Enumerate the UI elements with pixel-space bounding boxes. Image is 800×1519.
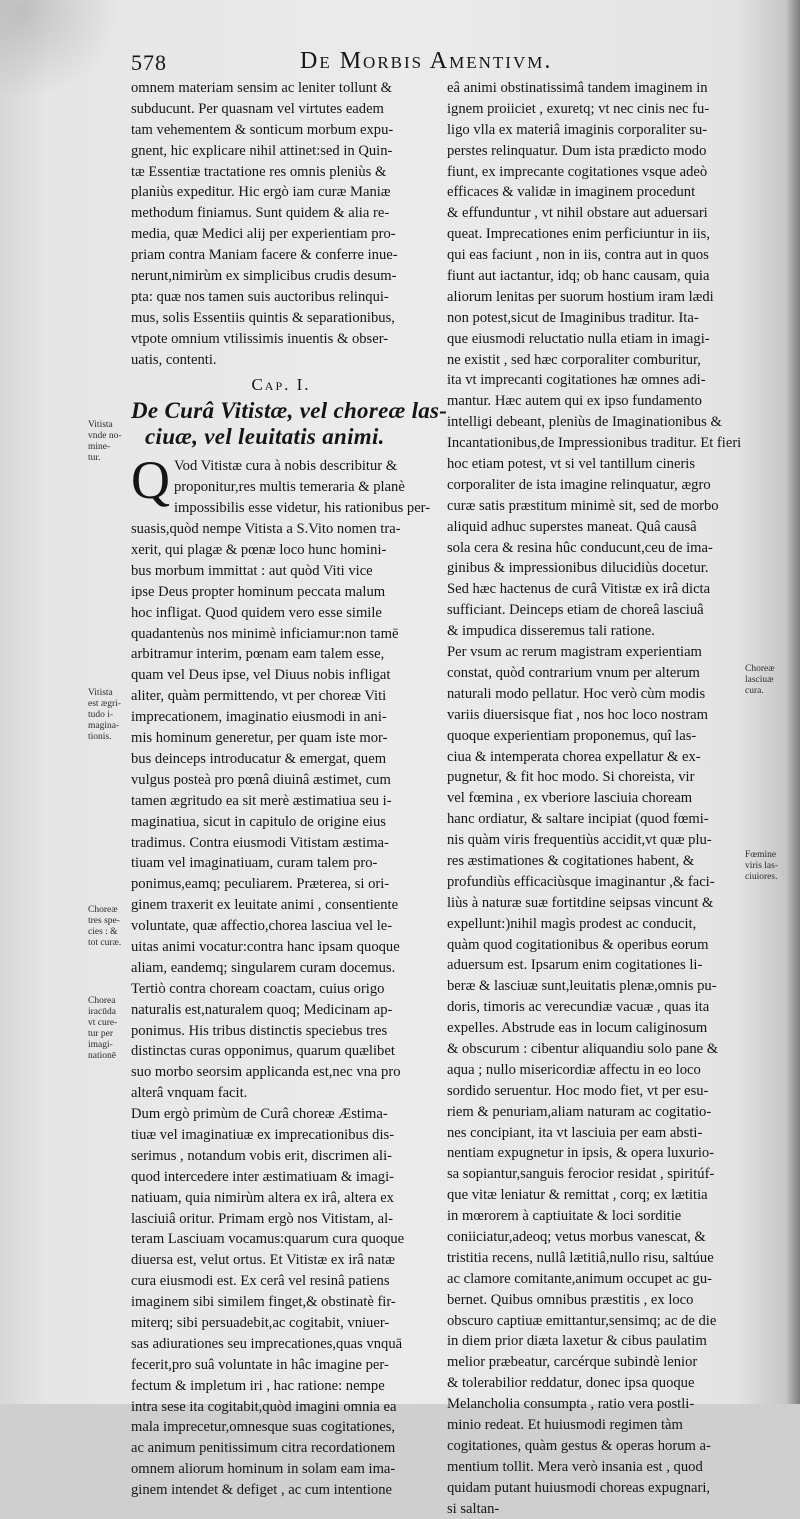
text-line: quàm quod cogitationibus & operibus eorum (447, 936, 709, 953)
text-line: ac clamore comitante,animum occupet ac gu- (447, 1270, 712, 1287)
text-line: res æstimationes & cogitationes habent, & (447, 852, 695, 869)
text-line: minio redeat. Et huiusmodi regimen tàm (447, 1417, 683, 1433)
text-line: omnem materiam sensim ac leniter tollunt & (131, 80, 392, 96)
text-line: hoc etiam potest, vt si vel tantillum cineris (447, 456, 696, 473)
margin-note-line: tur per (88, 1029, 114, 1039)
text-line: tiuæ vel imaginatiuæ ex imprecationibus dis- (131, 1126, 395, 1143)
text-line: ligo vlla ex materiâ imaginis corporaliter su- (447, 121, 708, 138)
margin-note-line: tres spe- (88, 916, 120, 926)
text-line: uitas animi vocatur:contra hanc ipsam quoque (131, 938, 400, 955)
margin-note-line: tionis. (88, 732, 112, 742)
text-line: que eiusmodi reluctatio nulla etiam in imagi- (447, 330, 710, 347)
text-line: ponimus. His tribus distinctis speciebus tres (131, 1022, 388, 1039)
text-line: subducunt. Per quasnam vel virtutes eadem (131, 100, 384, 117)
margin-note-line: Vitista (88, 420, 113, 430)
text-line: expellunt:)nihil magìs prodest ac conducit, (447, 915, 697, 932)
text-line: Per vsum ac rerum magistram experientiam (447, 644, 702, 661)
text-line: beræ & lasciuæ sunt,leuitatis plenæ,omnis pu- (447, 978, 717, 995)
text-line: sufficiant. Deinceps etiam de choreâ lasciuâ (447, 602, 704, 619)
margin-note-line: cies : & (88, 927, 118, 937)
margin-note-line: nationē (88, 1051, 116, 1061)
text-line: non potest,sicut de Imaginibus traditur. Ita- (447, 309, 699, 326)
text-line: obscuro captiuæ emittantur,sensimq; ac de die (447, 1312, 717, 1329)
text-line: lasciuiâ oritur. Primam ergò nos Vitistam, al- (131, 1210, 394, 1227)
text-line: tæ Essentiæ tractatione res omnis pleniùs & (131, 163, 387, 180)
text-line: corporaliter de ista imagine relinquatur, ægro (447, 476, 711, 493)
text-line: queat. Imprecationes enim perficiuntur in iis, (447, 226, 711, 243)
text-line: ginem traxerit ex leuitate animi , consentiente (131, 897, 399, 914)
text-line: maginatiua, sicut in capitulo de origine eius (131, 813, 386, 830)
text-line: vtpote omnium vtilissimis inuentis & obser- (131, 330, 389, 347)
text-line: uatis, contenti. (131, 351, 217, 368)
margin-note-line: Choreæ (745, 664, 775, 674)
text-line: ignem proiiciet , exuretq; vt nec cinis nec fu- (447, 100, 710, 117)
text-line: aliorum lenitas per suorum hostium iram lædi (447, 288, 714, 305)
text-line: Vod Vitistæ cura à nobis describitur & (174, 458, 398, 475)
margin-note-line: magina- (88, 721, 120, 731)
text-line: pta: quæ nos tamen suis auctoribus relinqui- (131, 288, 389, 305)
text-line: planiùs expeditur. Hic ergò iam curæ Maniæ (131, 184, 391, 201)
text-line: media, quæ Medici alij per experientiam pro- (131, 226, 396, 243)
text-line: mala imprecetur,omnesque suas cogitationes, (131, 1419, 396, 1436)
text-line: Tertiò contra choream coactam, cuius origo (131, 980, 385, 997)
text-line: in mœrorem à captiuitate & loci sorditie (447, 1208, 682, 1225)
text-line: tamen ægritudo ea sit merè æstimatiua seu i- (131, 792, 392, 809)
text-line: Dum ergò primùm de Curâ choreæ Æstima- (131, 1106, 388, 1123)
text-line: nes concipiant, ita vt lasciuia per eam absti- (447, 1124, 703, 1141)
drop-cap: Q (131, 450, 170, 511)
text-line: aliam, eandemq; singularem curam docemus. (131, 959, 396, 976)
text-line: natiuam, quia nimirùm altera ex irâ, altera ex (131, 1189, 394, 1206)
margin-note-line: imagi- (88, 1040, 113, 1050)
text-line: quam vel Deus ipse, vel Diuus nobis infligat (131, 667, 391, 684)
text-line: qui eas faciunt , non in iis, contra aut in quos (447, 247, 709, 264)
page-edge-shadow (786, 0, 800, 1404)
text-line: aliter, quàm permittendo, vt per choreæ Viti (131, 688, 387, 705)
text-line: teram Lasciuam vocamus:quarum cura quoque (131, 1231, 405, 1248)
left-column-body-lines (131, 450, 431, 1501)
text-line: sas adiurationes seu imprecationes,quas vnquā (131, 1335, 403, 1352)
text-line: coniiciatur,adeoq; vetus morbus vanescat, & (447, 1228, 706, 1245)
text-line: doris, timoris ac verecundiæ vacuæ , quas ita (447, 999, 710, 1016)
text-line: alterâ vnquam facit. (131, 1085, 248, 1102)
margin-note-line: tur. (88, 453, 101, 463)
text-line: aqua ; nullo misericordiæ affectu in eo loco (447, 1061, 701, 1078)
text-line: fectum & impletum iri , hac ratione: nempe (131, 1377, 385, 1394)
text-line: ita vt imprecanti cogitationes hæ omnes adi- (447, 372, 706, 389)
margin-note-1 (88, 420, 122, 464)
text-line: mantur. Hæc autem qui ex ipso fundamento (447, 393, 702, 410)
margin-note-line: cura. (745, 686, 764, 696)
text-line: curæ satis præstitum minimè sit, sed de morbo (447, 497, 719, 514)
text-line: aduersum est. Ipsarum enim cogitationes li- (447, 957, 703, 974)
text-line: eâ animi obstinatissimâ tandem imaginem in (447, 80, 708, 96)
text-line: liùs à naturæ suæ fortitdine seipsas vincunt & (447, 894, 714, 911)
text-line: sordido seruentur. Hoc modo fiet, vt per esu- (447, 1082, 709, 1099)
text-line: Incantationibus,de Impressionibus traditur. Et fieri (447, 435, 742, 452)
text-line: nentiam expugnetur in ipsis, & opera luxurio- (447, 1145, 715, 1162)
left-column-top-lines (131, 78, 431, 370)
text-line: distinctas curas opponimus, quarum quælibet (131, 1043, 395, 1060)
text-line: in diem prior diæta laxetur & cibus paulatim (447, 1333, 707, 1350)
text-line: perstes relinquatur. Dum ista prædicto modo (447, 142, 707, 159)
text-line: & tolerabilior reddatur, donec ipsa quoque (447, 1375, 695, 1392)
text-line: methodum finiamus. Sunt quidem & alia re- (131, 205, 390, 222)
text-line: gnent, hic explicare nihil attinet:sed in Quin- (131, 142, 393, 159)
text-line: bernet. Quibus omnibus præstitis , ex loco (447, 1291, 694, 1308)
margin-note-5 (745, 664, 775, 697)
text-line: quoque experientiam proponemus, quî las- (447, 727, 697, 744)
text-line: & impudica disseremus tali ratione. (447, 623, 655, 640)
text-line: voluntate, quæ affectio,chorea lasciua vel le- (131, 918, 393, 935)
text-line: hoc infligat. Quod quidem vero esse simile (131, 604, 382, 621)
text-line: intelligi debeant, pleniùs de Imaginationibus & (447, 414, 722, 431)
text-line: bus deinceps introducatur & emergat, quem (131, 750, 387, 767)
text-line: miterq; sibi persuadebit,ac cogitabit, vniuer- (131, 1314, 390, 1331)
margin-note-4 (88, 996, 117, 1062)
text-line: diuersa est, velut ortus. Et Vitistæ ex irâ natæ (131, 1252, 395, 1269)
text-line: pugnetur, & fit hoc modo. Si choreista, vir (447, 769, 695, 786)
text-line: mus, solis Essentiis quintis & separationibus, (131, 309, 395, 326)
text-line: profundiùs efficaciùsque imaginantur ,& faci- (447, 873, 715, 890)
margin-note-line: ciuiores. (745, 872, 778, 882)
margin-note-3 (88, 905, 121, 949)
margin-note-line: est ægri- (88, 699, 121, 709)
text-line: ciua & intemperata chorea expellatur & ex- (447, 748, 701, 765)
text-line: ponimus,eamq; peculiarem. Præterea, si ori- (131, 876, 390, 893)
text-line: tristitia recens, nullâ lætitiâ,nullo risu, saltúue (447, 1249, 714, 1266)
text-line: que vitæ leniatur & remittat , corq; ex lætitia (447, 1187, 708, 1204)
text-line: suasis,quòd nempe Vitista a S.Vito nomen tra- (131, 521, 401, 538)
text-line: efficaces & validæ in imaginem procedunt (447, 184, 696, 201)
margin-note-line: Fœmine (745, 850, 777, 860)
text-line: variis diuersisque fiat , nos hoc loco nostram (447, 706, 709, 723)
text-line: bus morbum immittat : aut quòd Viti vice (131, 562, 373, 579)
text-line: constat, quòd contrarium vnum per alterum (447, 664, 700, 681)
text-line: quod intercedere inter æstimatiuam & imagi- (131, 1168, 395, 1185)
text-line: tam vehementem & sonticum morbum expu- (131, 121, 394, 138)
text-line: nerunt,nimirùm ex simplicibus crudis desum- (131, 268, 397, 285)
text-line: cogitationes, quàm gestus & operas horum a- (447, 1437, 711, 1454)
text-line: suo morbo seorsim applicanda est,nec vna pro (131, 1064, 401, 1081)
text-line: hanc ordiatur, & saltare incipiat (quod fœmi- (447, 811, 709, 828)
text-line: naturalis est,naturalem quoq; Medicinam ap- (131, 1001, 393, 1018)
margin-note-line: vt cure- (88, 1018, 118, 1028)
margin-note-line: lasciuæ (745, 675, 774, 685)
text-line: fecerit,pro suâ voluntate in hâc imagine per- (131, 1356, 389, 1373)
text-line: Melancholia consumpta , ratio vera postli- (447, 1396, 695, 1413)
text-line: ne existit , sed hæc corporaliter comburitur, (447, 351, 701, 368)
text-line: aliquid adhuc superstes maneat. Quâ causâ (447, 518, 697, 535)
text-line: naturali modo pellatur. Hoc verò cùm modis (447, 685, 706, 702)
margin-note-line: Chorea (88, 996, 116, 1006)
margin-note-2 (88, 688, 121, 743)
text-line: fiunt aut iactantur, idq; ob hanc causam, quia (447, 268, 710, 285)
text-line: impossibilis esse videtur, his rationibus per- (174, 500, 431, 517)
text-line: & effunduntur , vt nihil obstare aut aduersari (447, 205, 708, 222)
text-line: si saltan- (447, 1500, 500, 1517)
text-line: xerit, qui plagæ & pœnæ loco hunc homini- (131, 542, 387, 559)
margin-note-line: iracūda (88, 1007, 116, 1017)
text-line: & obscurum : cibentur aliquandiu solo pane & (447, 1040, 719, 1057)
text-line: melior præbeatur, carcérque subindè lenior (447, 1354, 698, 1371)
text-line: ginem intendet & defiget , ac cum intentione (131, 1482, 392, 1499)
text-line: vulgus posteà pro pœnâ diuinâ æstimet, cum (131, 771, 391, 788)
margin-note-line: mine- (88, 442, 111, 452)
text-line: imaginem sibi similem finget,& obstinatè fir- (131, 1294, 396, 1311)
paper-stain (0, 0, 120, 100)
chapter-title-line-2: ciuæ, vel leuitatis animi. (145, 424, 385, 450)
left-column (131, 78, 448, 1501)
text-line: mentium tollit. Mera verò insania est , quod (447, 1458, 703, 1475)
text-line: priam contra Maniam facere & conferre inue- (131, 247, 398, 264)
right-column (447, 78, 743, 1519)
text-line: arbitramur interim, pœnam eam talem esse, (131, 646, 385, 663)
margin-note-line: tudo i- (88, 710, 114, 720)
text-line: riem & penuriam,aliam naturam ac cogitatio- (447, 1103, 712, 1120)
text-line: ginibus & impressionibus dilucidiùs docetur. (447, 560, 709, 577)
margin-note-line: vnde no- (88, 431, 122, 441)
text-line: imprecationem, imaginatio eiusmodi in ani- (131, 709, 387, 726)
page-number: 578 (131, 50, 167, 75)
margin-note-line: tot curæ. (88, 938, 122, 948)
chapter-label: Cap. I. (251, 375, 311, 395)
margin-note-6 (745, 850, 778, 883)
margin-note-line: viris las- (745, 861, 778, 871)
text-line: tradimus. Contra eiusmodi Vitistam æstima- (131, 834, 389, 851)
chapter-title-line-1: De Curâ Vitistæ, vel choreæ las- (131, 398, 448, 424)
running-title: De Morbis Amentivm. (300, 48, 553, 74)
text-line: fiunt, ex imprecante cogitationes vsque adeò (447, 163, 708, 180)
margin-note-line: Vitista (88, 688, 113, 698)
text-line: Sed hæc hactenus de curâ Vitistæ ex irâ dicta (447, 581, 711, 598)
margin-note-line: Choreæ (88, 905, 118, 915)
text-line: serimus , notandum vobis erit, discrimen ali- (131, 1147, 393, 1164)
text-line: quidam putant huiusmodi choreas expugnari, (447, 1479, 711, 1496)
text-line: cura eiusmodi est. Ex cerâ vel resinâ patiens (131, 1273, 390, 1290)
text-line: ac animum penitissimum citra recordationem (131, 1440, 396, 1457)
text-line: proponitur,res multis temeraria & planè (174, 479, 405, 496)
text-line: sa sopiantur,sanguis ferocior residat , spiritúf- (447, 1166, 715, 1183)
text-line: quadantenùs nos minimè inficiamur:non tamē (131, 625, 399, 642)
text-line: sola cera & resina hûc conducunt,ceu de ima- (447, 539, 713, 556)
text-line: tiuam vel imaginatiuam, curam talem pro- (131, 855, 378, 872)
text-line: ipse Deus propter hominum peccata malum (131, 583, 386, 600)
text-line: nis quàm viris frequentiùs accidit,vt quæ plu- (447, 832, 712, 849)
text-line: mis hominum generetur, per quam iste mor- (131, 730, 388, 747)
text-line: expelles. Abstrude eas in locum caliginosum (447, 1020, 708, 1037)
text-line: intra sese ita cogitabit,quòd imagini omnia ea (131, 1398, 397, 1415)
text-line: omnem aliorum hominum in solam eam ima- (131, 1461, 396, 1478)
text-line: vel fœmina , ex vberiore lasciuia choream (447, 790, 693, 807)
